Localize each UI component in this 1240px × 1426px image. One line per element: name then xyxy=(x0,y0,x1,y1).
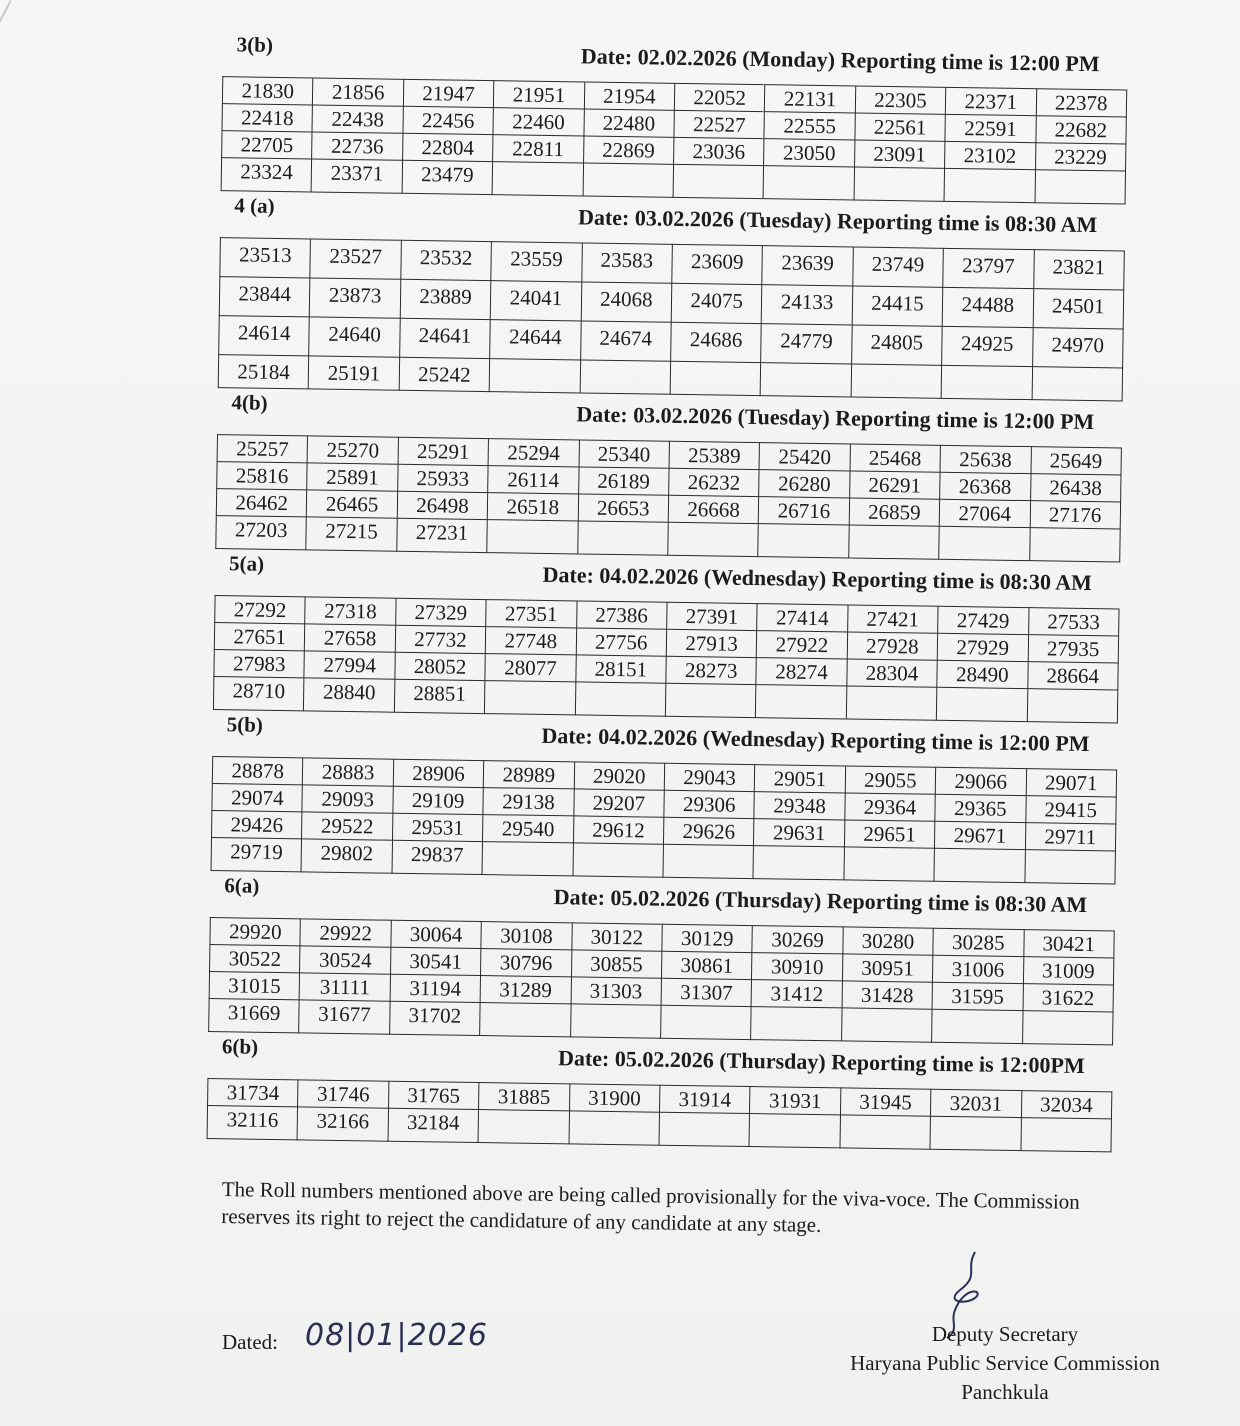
roll-number-cell: 29306 xyxy=(664,790,755,818)
roll-number-cell: 30541 xyxy=(390,947,481,975)
roll-number-cell: 27928 xyxy=(847,632,938,660)
roll-number-cell xyxy=(760,363,851,397)
roll-number-cell: 27756 xyxy=(576,628,667,656)
roll-number-cell xyxy=(575,682,666,716)
roll-number-cell: 28274 xyxy=(756,658,847,686)
roll-number-cell: 32166 xyxy=(297,1107,388,1141)
roll-number-cell: 31015 xyxy=(209,972,300,1000)
roll-number-cell: 31009 xyxy=(1023,957,1114,985)
roll-number-cell: 27421 xyxy=(847,605,938,633)
roll-number-cell: 24041 xyxy=(490,281,581,321)
roll-number-cell xyxy=(932,1009,1023,1043)
roll-number-cell: 30861 xyxy=(661,951,752,979)
roll-number-cell: 24674 xyxy=(580,321,671,361)
roll-number-cell xyxy=(485,681,576,715)
roll-number-cell: 26653 xyxy=(578,494,669,522)
roll-number-cell: 29043 xyxy=(664,763,755,791)
roll-number-cell xyxy=(944,168,1035,202)
roll-number-cell xyxy=(1032,367,1123,401)
roll-number-cell: 29109 xyxy=(393,786,484,814)
roll-number-cell xyxy=(851,364,942,398)
roll-number-cell: 29074 xyxy=(212,784,303,812)
roll-number-cell xyxy=(663,844,754,878)
roll-number-cell: 29802 xyxy=(301,839,392,873)
section-label: 6(b) xyxy=(221,1034,259,1059)
roll-number-cell: 29426 xyxy=(212,811,303,839)
roll-number-cell: 27748 xyxy=(485,627,576,655)
schedule-content xyxy=(199,30,1140,1153)
roll-number-cell: 27351 xyxy=(486,600,577,628)
roll-number-cell: 29093 xyxy=(302,785,393,813)
signatory-designation: Deputy Secretary xyxy=(931,1322,1079,1346)
roll-number-cell xyxy=(659,1112,750,1146)
roll-number-cell: 27329 xyxy=(395,598,486,626)
roll-number-cell xyxy=(661,1005,752,1039)
roll-number-cell: 29631 xyxy=(754,819,845,847)
roll-number-cell: 23797 xyxy=(943,248,1034,288)
roll-number-cell: 27429 xyxy=(938,606,1029,634)
roll-number-cell: 30064 xyxy=(391,920,482,948)
roll-number-cell: 25191 xyxy=(309,356,400,390)
roll-number-cell: 22555 xyxy=(764,112,855,140)
section-label: 4 (a) xyxy=(234,193,275,218)
roll-number-cell: 28883 xyxy=(303,758,394,786)
roll-number-cell: 29364 xyxy=(845,793,936,821)
roll-number-cell: 25184 xyxy=(218,355,309,389)
roll-number-cell: 30855 xyxy=(571,950,662,978)
roll-number-cell: 26291 xyxy=(849,471,940,499)
roll-number-cell: 27929 xyxy=(937,633,1028,661)
roll-number-cell: 25257 xyxy=(217,435,308,463)
roll-number-cell: 25294 xyxy=(488,439,579,467)
roll-number-cell: 21951 xyxy=(494,81,585,109)
roll-number-cell: 25891 xyxy=(307,463,398,491)
roll-number-cell xyxy=(1035,170,1126,204)
roll-number-cell xyxy=(668,522,759,556)
roll-number-cell: 23527 xyxy=(310,239,401,279)
roll-number-cell: 23324 xyxy=(221,158,312,192)
roll-number-table xyxy=(215,434,1122,562)
schedule-section xyxy=(210,191,1138,402)
roll-number-cell: 30269 xyxy=(752,926,843,954)
roll-number-cell: 26438 xyxy=(1030,474,1121,502)
roll-number-cell: 28851 xyxy=(394,679,485,713)
roll-number-cell: 29522 xyxy=(302,812,393,840)
roll-number-cell: 22869 xyxy=(583,136,674,164)
roll-number-cell: 24614 xyxy=(219,316,310,356)
roll-number-cell: 30951 xyxy=(842,954,933,982)
roll-number-cell: 22736 xyxy=(312,132,403,160)
roll-number-cell: 29920 xyxy=(210,918,301,946)
roll-number-cell xyxy=(763,166,854,200)
roll-number-cell xyxy=(1024,850,1115,884)
roll-number-cell xyxy=(939,526,1030,560)
roll-number-cell: 31622 xyxy=(1023,984,1114,1012)
roll-number-cell: 30910 xyxy=(752,953,843,981)
roll-number-cell: 29719 xyxy=(211,838,302,872)
roll-number-cell: 28664 xyxy=(1027,662,1118,690)
roll-number-cell xyxy=(570,1004,661,1038)
roll-number-cell: 31428 xyxy=(842,981,933,1009)
section-label: 5(a) xyxy=(228,551,265,576)
roll-number-cell: 31303 xyxy=(571,977,662,1005)
roll-number-cell: 29207 xyxy=(573,789,664,817)
roll-number-cell: 24075 xyxy=(671,283,762,323)
roll-number-cell: 31702 xyxy=(389,1001,480,1035)
roll-number-cell: 23639 xyxy=(762,246,853,286)
schedule-section xyxy=(200,871,1127,1046)
roll-number-cell: 22305 xyxy=(855,86,946,114)
roll-number-cell: 22456 xyxy=(403,106,494,134)
roll-number-cell xyxy=(841,1008,932,1042)
roll-number-cell: 31914 xyxy=(659,1085,750,1113)
schedule-section xyxy=(213,30,1140,205)
roll-number-cell: 24641 xyxy=(399,318,490,358)
roll-number-cell: 29071 xyxy=(1026,769,1117,797)
roll-number-cell xyxy=(753,846,844,880)
roll-number-cell xyxy=(756,685,847,719)
roll-number-cell: 29066 xyxy=(935,767,1026,795)
provisional-note: The Roll numbers mentioned above are being called provisionally for the viva-voce. The Commission reserves its right to reject the candidature of any candidate at any stage. xyxy=(221,1176,1080,1237)
roll-number-cell: 24640 xyxy=(309,317,400,357)
roll-number-cell: 27922 xyxy=(757,631,848,659)
roll-number-cell: 28077 xyxy=(485,654,576,682)
roll-number-cell: 23102 xyxy=(945,141,1036,169)
roll-number-cell: 23583 xyxy=(581,243,672,283)
roll-number-cell: 22052 xyxy=(674,83,765,111)
roll-number-cell: 29055 xyxy=(845,766,936,794)
roll-number-cell: 23091 xyxy=(854,140,945,168)
roll-number-cell: 29651 xyxy=(844,820,935,848)
roll-number-cell: 31595 xyxy=(932,982,1023,1010)
roll-number-cell: 27935 xyxy=(1028,635,1119,663)
roll-number-cell: 27913 xyxy=(666,629,757,657)
roll-number-cell: 25649 xyxy=(1031,447,1122,475)
roll-number-cell: 27732 xyxy=(395,625,486,653)
roll-number-cell: 29671 xyxy=(935,821,1026,849)
roll-number-cell: 28052 xyxy=(395,652,486,680)
roll-number-cell: 32034 xyxy=(1021,1091,1112,1119)
section-date-title: Date: 05.02.2026 (Thursday) Reporting time is 08:30 AM xyxy=(553,884,1088,918)
roll-number-cell: 27658 xyxy=(305,624,396,652)
roll-number-cell: 29415 xyxy=(1025,796,1116,824)
roll-number-cell: 29922 xyxy=(300,919,391,947)
roll-number-cell: 31945 xyxy=(840,1088,931,1116)
roll-number-cell xyxy=(751,1007,842,1041)
roll-number-cell: 32116 xyxy=(207,1106,298,1140)
roll-number-cell: 22438 xyxy=(312,105,403,133)
roll-number-cell: 31677 xyxy=(299,1000,390,1034)
roll-number-cell xyxy=(480,1003,571,1037)
roll-number-cell xyxy=(758,524,849,558)
roll-number-cell: 27203 xyxy=(216,516,307,550)
roll-number-cell: 25270 xyxy=(307,436,398,464)
roll-number-cell: 24415 xyxy=(852,286,943,326)
roll-number-cell: 22811 xyxy=(493,135,584,163)
roll-number-cell: 25242 xyxy=(399,357,490,391)
roll-number-cell: 21856 xyxy=(313,78,404,106)
roll-number-cell: 22705 xyxy=(222,131,313,159)
roll-number-cell: 31006 xyxy=(933,955,1024,983)
roll-number-cell: 26280 xyxy=(759,470,850,498)
roll-number-cell: 30129 xyxy=(662,924,753,952)
roll-number-cell: 30280 xyxy=(843,927,934,955)
roll-number-cell: 30796 xyxy=(481,949,572,977)
roll-number-cell: 23873 xyxy=(310,278,401,318)
roll-number-cell xyxy=(478,1110,569,1144)
roll-number-cell: 31900 xyxy=(569,1084,660,1112)
roll-number-cell: 22591 xyxy=(945,114,1036,142)
roll-number-cell: 24805 xyxy=(851,325,942,365)
roll-number-cell xyxy=(930,1116,1021,1150)
roll-number-cell: 22561 xyxy=(855,113,946,141)
roll-number-cell: 26189 xyxy=(578,467,669,495)
section-date-title: Date: 04.02.2026 (Wednesday) Reporting time is 08:30 AM xyxy=(542,561,1093,596)
roll-number-cell: 27231 xyxy=(397,518,488,552)
roll-number-cell: 23479 xyxy=(402,160,493,194)
roll-number-cell: 29837 xyxy=(392,840,483,874)
roll-number-cell xyxy=(1029,528,1120,562)
roll-number-cell xyxy=(489,359,580,393)
roll-number-cell: 21830 xyxy=(222,77,313,105)
roll-number-cell: 26465 xyxy=(307,490,398,518)
section-label: 4(b) xyxy=(231,390,268,415)
section-label: 6(a) xyxy=(224,873,260,898)
roll-number-cell xyxy=(934,848,1025,882)
roll-number-cell: 25420 xyxy=(759,443,850,471)
section-label: 3(b) xyxy=(236,32,274,57)
roll-number-cell: 25340 xyxy=(579,440,670,468)
roll-number-cell xyxy=(854,167,945,201)
roll-number-cell: 24970 xyxy=(1032,328,1123,368)
scan-artifact xyxy=(0,0,12,125)
roll-number-cell: 26462 xyxy=(216,489,307,517)
roll-number-cell: 25816 xyxy=(217,462,308,490)
roll-number-cell: 27215 xyxy=(306,517,397,551)
section-label: 5(b) xyxy=(226,712,264,737)
roll-number-cell: 31111 xyxy=(300,973,391,1001)
roll-number-cell: 30285 xyxy=(933,928,1024,956)
roll-number-cell: 30522 xyxy=(210,945,301,973)
roll-number-cell: 28490 xyxy=(937,660,1028,688)
roll-number-cell: 24501 xyxy=(1033,289,1124,329)
roll-number-cell: 29531 xyxy=(392,813,483,841)
roll-number-cell: 32031 xyxy=(931,1089,1022,1117)
roll-number-cell: 31931 xyxy=(750,1087,841,1115)
roll-number-cell: 22378 xyxy=(1036,89,1127,117)
roll-number-cell: 29138 xyxy=(483,788,574,816)
roll-number-cell xyxy=(1022,1011,1113,1045)
roll-number-cell xyxy=(583,163,674,197)
roll-number-cell: 24488 xyxy=(942,287,1033,327)
signatory-block xyxy=(815,1320,1195,1407)
roll-number-cell: 25389 xyxy=(669,441,760,469)
roll-number-cell xyxy=(569,1111,660,1145)
roll-number-cell: 24925 xyxy=(942,326,1033,366)
roll-number-cell: 24686 xyxy=(671,322,762,362)
signatory-place: Panchkula xyxy=(961,1380,1049,1404)
roll-number-cell: 26859 xyxy=(849,498,940,526)
roll-number-cell: 29020 xyxy=(574,762,665,790)
roll-number-cell xyxy=(936,687,1027,721)
roll-number-cell xyxy=(673,164,764,198)
roll-number-table xyxy=(218,237,1125,401)
roll-number-cell: 24068 xyxy=(581,282,672,322)
roll-number-cell xyxy=(846,686,937,720)
roll-number-cell: 21954 xyxy=(584,82,675,110)
roll-number-cell: 31734 xyxy=(208,1079,299,1107)
roll-number-table xyxy=(208,917,1115,1045)
section-date-title: Date: 02.02.2026 (Monday) Reporting time is 12:00 PM xyxy=(580,43,1100,77)
roll-number-cell: 22682 xyxy=(1035,116,1126,144)
roll-number-cell: 22131 xyxy=(765,85,856,113)
roll-number-cell: 25638 xyxy=(940,445,1031,473)
roll-number-cell: 29612 xyxy=(573,816,664,844)
roll-number-cell: 27983 xyxy=(214,650,305,678)
roll-number-cell: 28304 xyxy=(847,659,938,687)
roll-number-cell: 26368 xyxy=(940,472,1031,500)
schedule-section xyxy=(203,710,1130,885)
roll-number-cell: 30122 xyxy=(571,923,662,951)
roll-number-cell: 29711 xyxy=(1025,823,1116,851)
roll-number-cell: 23889 xyxy=(400,279,491,319)
roll-number-cell: 23513 xyxy=(220,238,311,278)
roll-number-cell: 26498 xyxy=(397,491,488,519)
roll-number-cell: 28273 xyxy=(666,656,757,684)
roll-number-cell: 24133 xyxy=(762,285,853,325)
roll-number-cell: 23532 xyxy=(401,240,492,280)
roll-number-cell: 31307 xyxy=(661,978,752,1006)
roll-number-cell: 30108 xyxy=(481,922,572,950)
section-date-title: Date: 04.02.2026 (Wednesday) Reporting time is 12:00 PM xyxy=(541,722,1090,757)
roll-number-cell xyxy=(482,842,573,876)
roll-number-cell: 27064 xyxy=(939,499,1030,527)
roll-number-cell: 22804 xyxy=(402,133,493,161)
roll-number-table xyxy=(213,595,1120,723)
roll-number-cell: 27386 xyxy=(576,601,667,629)
dated-handwritten-value: 08|01|2026 xyxy=(305,1318,488,1353)
roll-number-cell: 22371 xyxy=(945,87,1036,115)
roll-number-cell xyxy=(665,683,756,717)
roll-number-cell: 23229 xyxy=(1035,143,1126,171)
roll-number-cell: 22418 xyxy=(222,104,313,132)
roll-number-cell: 23036 xyxy=(674,137,765,165)
roll-number-cell: 24644 xyxy=(490,320,581,360)
roll-number-cell: 28906 xyxy=(393,759,484,787)
roll-number-cell: 31669 xyxy=(209,999,300,1033)
roll-number-cell: 31746 xyxy=(298,1080,389,1108)
section-date-title: Date: 03.02.2026 (Tuesday) Reporting time is 08:30 AM xyxy=(577,204,1098,238)
roll-number-cell: 29051 xyxy=(755,765,846,793)
roll-number-cell: 29540 xyxy=(483,815,574,843)
roll-number-cell xyxy=(941,365,1032,399)
roll-number-cell: 23749 xyxy=(853,247,944,287)
roll-number-cell: 31194 xyxy=(390,974,481,1002)
roll-number-cell: 27533 xyxy=(1028,608,1119,636)
roll-number-cell: 30524 xyxy=(300,946,391,974)
roll-number-cell: 22460 xyxy=(493,108,584,136)
roll-number-cell: 27391 xyxy=(667,602,758,630)
roll-number-cell xyxy=(670,361,761,395)
roll-number-cell xyxy=(1020,1118,1111,1152)
roll-number-cell: 27994 xyxy=(304,651,395,679)
roll-number-cell xyxy=(577,521,668,555)
roll-number-cell: 26518 xyxy=(487,493,578,521)
roll-number-cell: 31289 xyxy=(480,976,571,1004)
roll-number-cell xyxy=(848,525,939,559)
roll-number-cell: 29348 xyxy=(754,792,845,820)
roll-number-cell xyxy=(573,843,664,877)
roll-number-cell: 24779 xyxy=(761,324,852,364)
roll-number-cell: 26716 xyxy=(759,497,850,525)
roll-number-cell: 25468 xyxy=(850,444,941,472)
roll-number-table xyxy=(211,756,1118,884)
roll-number-cell: 29365 xyxy=(935,794,1026,822)
roll-number-cell: 31765 xyxy=(388,1081,479,1109)
roll-number-cell: 28989 xyxy=(483,761,574,789)
section-date-title: Date: 05.02.2026 (Thursday) Reporting time is 12:00PM xyxy=(557,1045,1085,1079)
roll-number-cell: 31412 xyxy=(751,980,842,1008)
roll-number-cell xyxy=(844,847,935,881)
roll-number-cell: 27651 xyxy=(214,623,305,651)
roll-number-cell: 26114 xyxy=(488,466,579,494)
roll-number-cell: 28151 xyxy=(575,655,666,683)
roll-number-cell: 28710 xyxy=(213,677,304,711)
roll-number-cell: 25933 xyxy=(397,464,488,492)
roll-number-cell: 30421 xyxy=(1023,930,1114,958)
roll-number-cell: 23050 xyxy=(764,139,855,167)
roll-number-cell xyxy=(580,360,671,394)
roll-number-cell: 22480 xyxy=(584,109,675,137)
roll-number-cell: 26668 xyxy=(668,495,759,523)
roll-number-cell: 27292 xyxy=(215,596,306,624)
roll-number-cell: 26232 xyxy=(669,468,760,496)
roll-number-cell: 32184 xyxy=(388,1108,479,1142)
roll-number-cell xyxy=(840,1115,931,1149)
schedule-section xyxy=(205,549,1132,724)
roll-number-cell: 25291 xyxy=(398,437,489,465)
roll-number-cell: 27414 xyxy=(757,604,848,632)
roll-number-table xyxy=(221,76,1128,204)
schedule-section xyxy=(199,1032,1125,1153)
roll-number-cell: 28878 xyxy=(212,757,303,785)
roll-number-cell: 23559 xyxy=(491,242,582,282)
roll-number-cell: 23821 xyxy=(1033,250,1124,290)
schedule-section xyxy=(207,388,1134,563)
roll-number-cell: 28840 xyxy=(304,678,395,712)
signatory-organization: Haryana Public Service Commission xyxy=(850,1351,1160,1375)
roll-number-cell: 23844 xyxy=(219,277,310,317)
roll-number-cell: 23371 xyxy=(311,159,402,193)
roll-number-cell xyxy=(487,520,578,554)
roll-number-cell xyxy=(492,162,583,196)
roll-number-cell xyxy=(1027,689,1118,723)
roll-number-cell: 27318 xyxy=(305,597,396,625)
roll-number-cell: 31885 xyxy=(479,1083,570,1111)
roll-number-cell: 29626 xyxy=(663,817,754,845)
roll-number-cell: 27176 xyxy=(1030,501,1121,529)
roll-number-cell: 23609 xyxy=(672,244,763,284)
dated-label: Dated: xyxy=(222,1330,278,1354)
roll-number-cell: 21947 xyxy=(403,79,494,107)
roll-number-cell xyxy=(749,1114,840,1148)
section-date-title: Date: 03.02.2026 (Tuesday) Reporting time is 12:00 PM xyxy=(576,401,1095,435)
roll-number-cell: 22527 xyxy=(674,110,765,138)
